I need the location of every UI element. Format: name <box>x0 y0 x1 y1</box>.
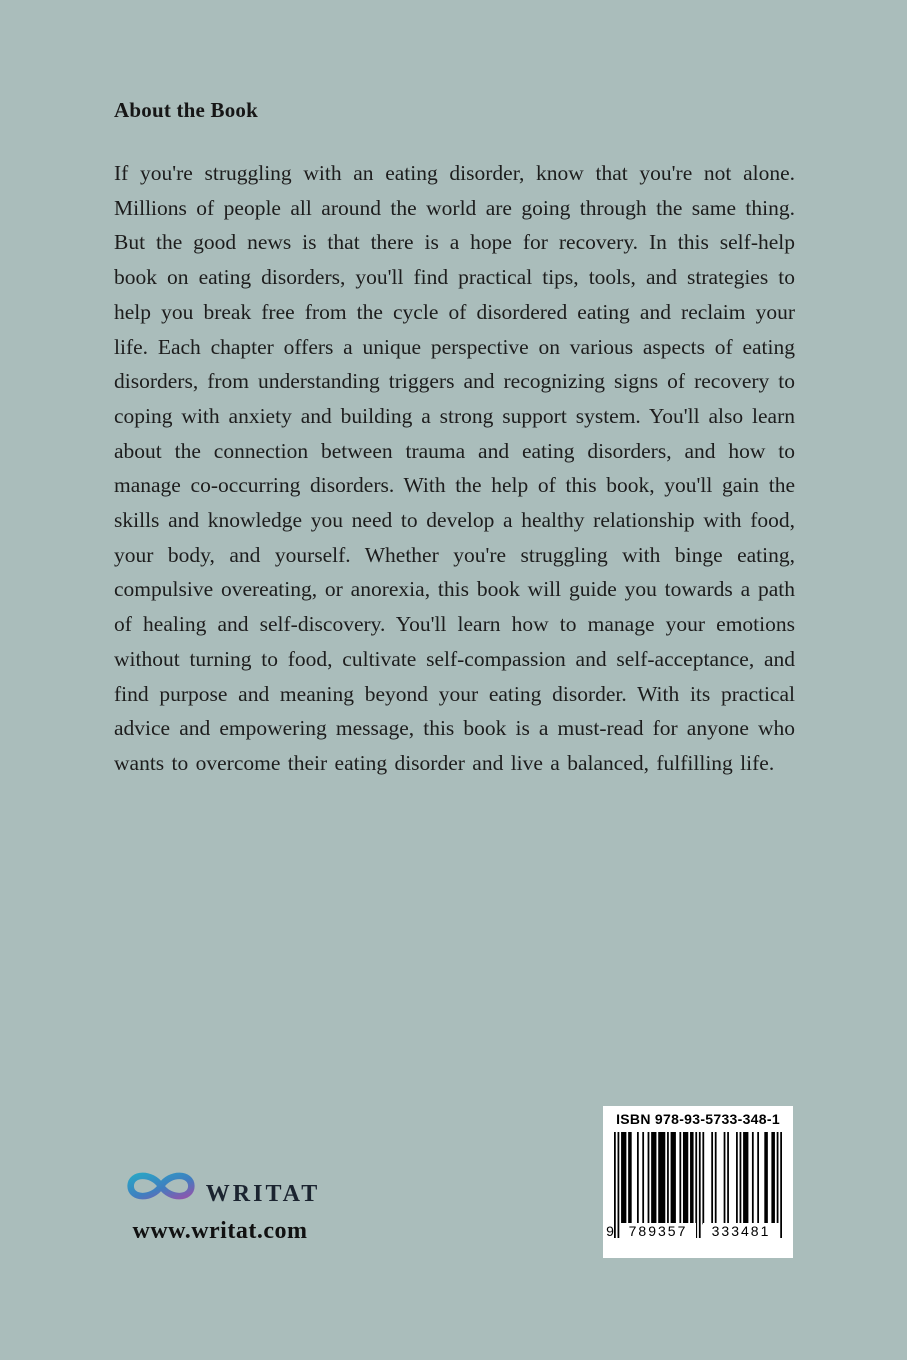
isbn-label: ISBN 978-93-5733-348-1 <box>616 1111 780 1127</box>
about-body-paragraph: If you're struggling with an eating disorder, know that you're not alone. Millions of people all around the world are going through the same thing. But the good news is that there is a hope for recovery. In this self-help book on eating disorders, you'll find practical tips, tools, and strategies to help you break free from the cycle of disordered eating and reclaim your life. Each chapter offers a unique perspective on various aspects of eating disorders, from understanding triggers and recognizing signs of recovery to coping with anxiety and building a strong support system. You'll also learn about the connection between trauma and eating disorders, and how to manage co-occurring disorders. With the help of this book, you'll gain the skills and knowledge you need to develop a healthy relationship with food, your body, and yourself. Whether you're struggling with binge eating, compulsive overeating, or anorexia, this book will guide you towards a path of healing and self-discovery. You'll learn how to manage your emotions without turning to food, cultivate self-compassion and self-acceptance, and find purpose and meaning beyond your eating disorder. With its practical advice and empowering message, this book is a must-read for anyone who wants to overcome their eating disorder and live a balanced, fulfilling life. <box>114 161 795 775</box>
about-heading: About the Book <box>114 98 258 122</box>
barcode-digits <box>603 1223 793 1241</box>
about-section <box>114 98 795 781</box>
publisher-name: WRITAT <box>205 1181 321 1207</box>
publisher-logo-row <box>116 1160 324 1212</box>
isbn-barcode-box <box>603 1106 793 1258</box>
barcode-digit-first: 9 <box>606 1223 614 1239</box>
barcode-digits-group1: 789357 <box>620 1223 696 1239</box>
barcode-digits-group2: 333481 <box>703 1223 779 1239</box>
publisher-logo-block <box>116 1160 324 1245</box>
infinity-logo-icon <box>120 1160 202 1212</box>
publisher-website: www.writat.com <box>132 1218 308 1244</box>
